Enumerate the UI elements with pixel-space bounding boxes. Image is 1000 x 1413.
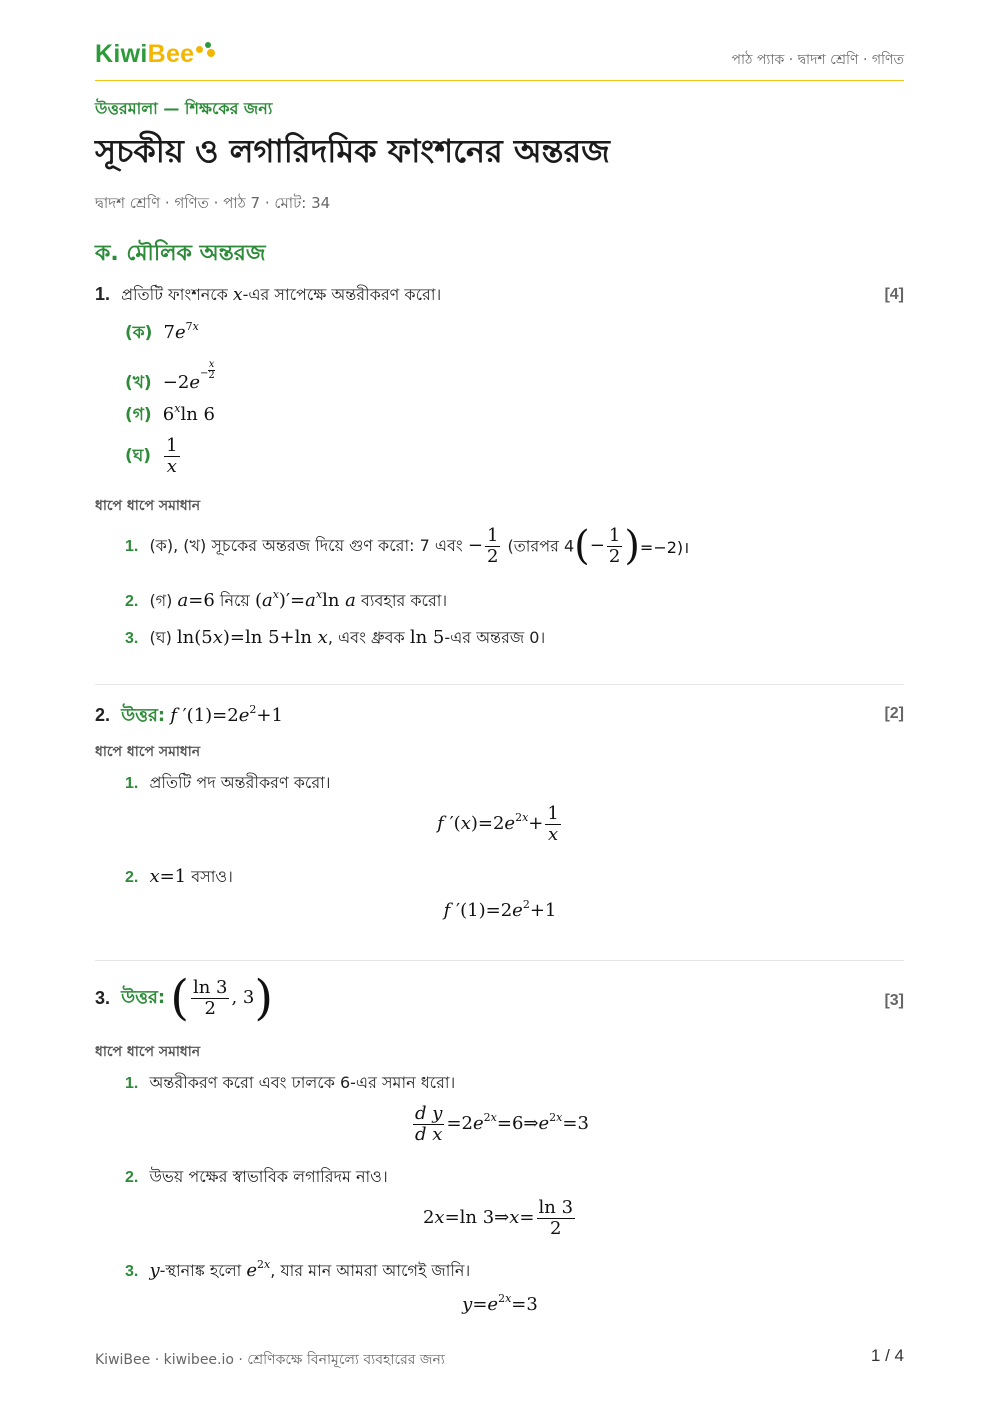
q3-display-2: 2x=ln 3⇒x= $\frac{\ln 3}{2}$ [422,1197,574,1239]
divider [95,684,904,685]
page-header [95,36,904,81]
divider [95,960,904,961]
marks-badge: [4] [884,286,904,303]
q2-display-1: f $'(x)=2e^{2x}+$ $\frac{1}{x}$ [437,803,559,845]
q2-display-2: f $'(1)=2e^2+1$ [443,898,557,921]
marks-badge: [3] [884,992,904,1009]
steps-heading: ধাপে ধাপে সমাধান [95,744,201,760]
steps-heading: ধাপে ধাপে সমাধান [95,498,201,514]
part-a: (ক) $7e^{7x}$ [125,320,199,343]
logo-bee-icon [196,40,216,60]
q3-display-1: $\frac{\text{d y}}{\text{d x}}$ $=2e^{2x}=6\Rightarrow e^{2x}=3$ [415,1103,589,1145]
q3-step-3: 3. y-স্থানাঙ্ক হলো $e^{2x}$, যার মান আমরা আগেই জানি। [125,1258,471,1281]
page-title: সূচকীয় ও লগারিদমিক ফাংশনের অন্তরজ [95,132,610,170]
steps-heading: ধাপে ধাপে সমাধান [95,1044,201,1060]
part-c: (গ) 6$^x$ln 6 [125,402,215,425]
page-number: 1 / 4 [870,1346,904,1365]
q2-step-1: 1. প্রতিটি পদ অন্তরীকরণ করো। [125,773,331,792]
question-2: 2. উত্তর: f $'(1)=2e^2+1$ [95,703,283,726]
breadcrumb: পাঠ প্যাক · দ্বাদশ শ্রেণি · গণিত [731,52,904,68]
part-d: (ঘ) $\frac{1}{x}$ [125,435,178,477]
marks-badge: [2] [884,705,904,722]
footer-credit: KiwiBee · kiwibee.io · শ্রেণিকক্ষে বিনামূল্যে ব্যবহারের জন্য [95,1352,445,1368]
q3-display-3: $y=e^{2x}=3$ [462,1292,538,1315]
q2-step-2: 2. x=1 বসাও। [125,866,233,887]
q3-step-2: 2. উভয় পক্ষের স্বাভাবিক লগারিদম নাও। [125,1167,388,1186]
part-b: (খ) −2e− $\frac{x}{2}$ [125,359,215,393]
q1-step-2: 2. (গ) a=6 নিয়ে $(a^x)'=a^x\ln$ a ব্যবহার করো। [125,588,448,611]
answer-key-kicker: উত্তরমালা — শিক্ষকের জন্য [95,99,273,118]
q3-step-1: 1. অন্তরীকরণ করো এবং ঢালকে 6-এর সমান ধরো। [125,1073,456,1092]
kiwibee-logo: KiwiBee [95,40,216,69]
question-1: 1. প্রতিটি ফাংশনকে x-এর সাপেক্ষে অন্তরীকরণ করো। [95,284,442,305]
page-meta: দ্বাদশ শ্রেণি · গণিত · পাঠ 7 · মোট: 34 [95,194,331,212]
question-3: 3. উত্তর: ( $\frac{\ln 3}{2}$ , 3) [95,970,274,1026]
section-title: ক. মৌলিক অন্তরজ [95,241,266,266]
q1-step-1: 1. (ক), (খ) সূচকের অন্তরজ দিয়ে গুণ করো: 7 এবং − $\frac{1}{2}$ (তারপর 4(− $\frac{1}{2}$ )=−2)। [125,523,690,570]
q1-step-3: 3. (ঘ) ln(5x)=ln 5+ln x, এবং ধ্রুবক ln 5-এর অন্তরজ 0। [125,627,546,648]
